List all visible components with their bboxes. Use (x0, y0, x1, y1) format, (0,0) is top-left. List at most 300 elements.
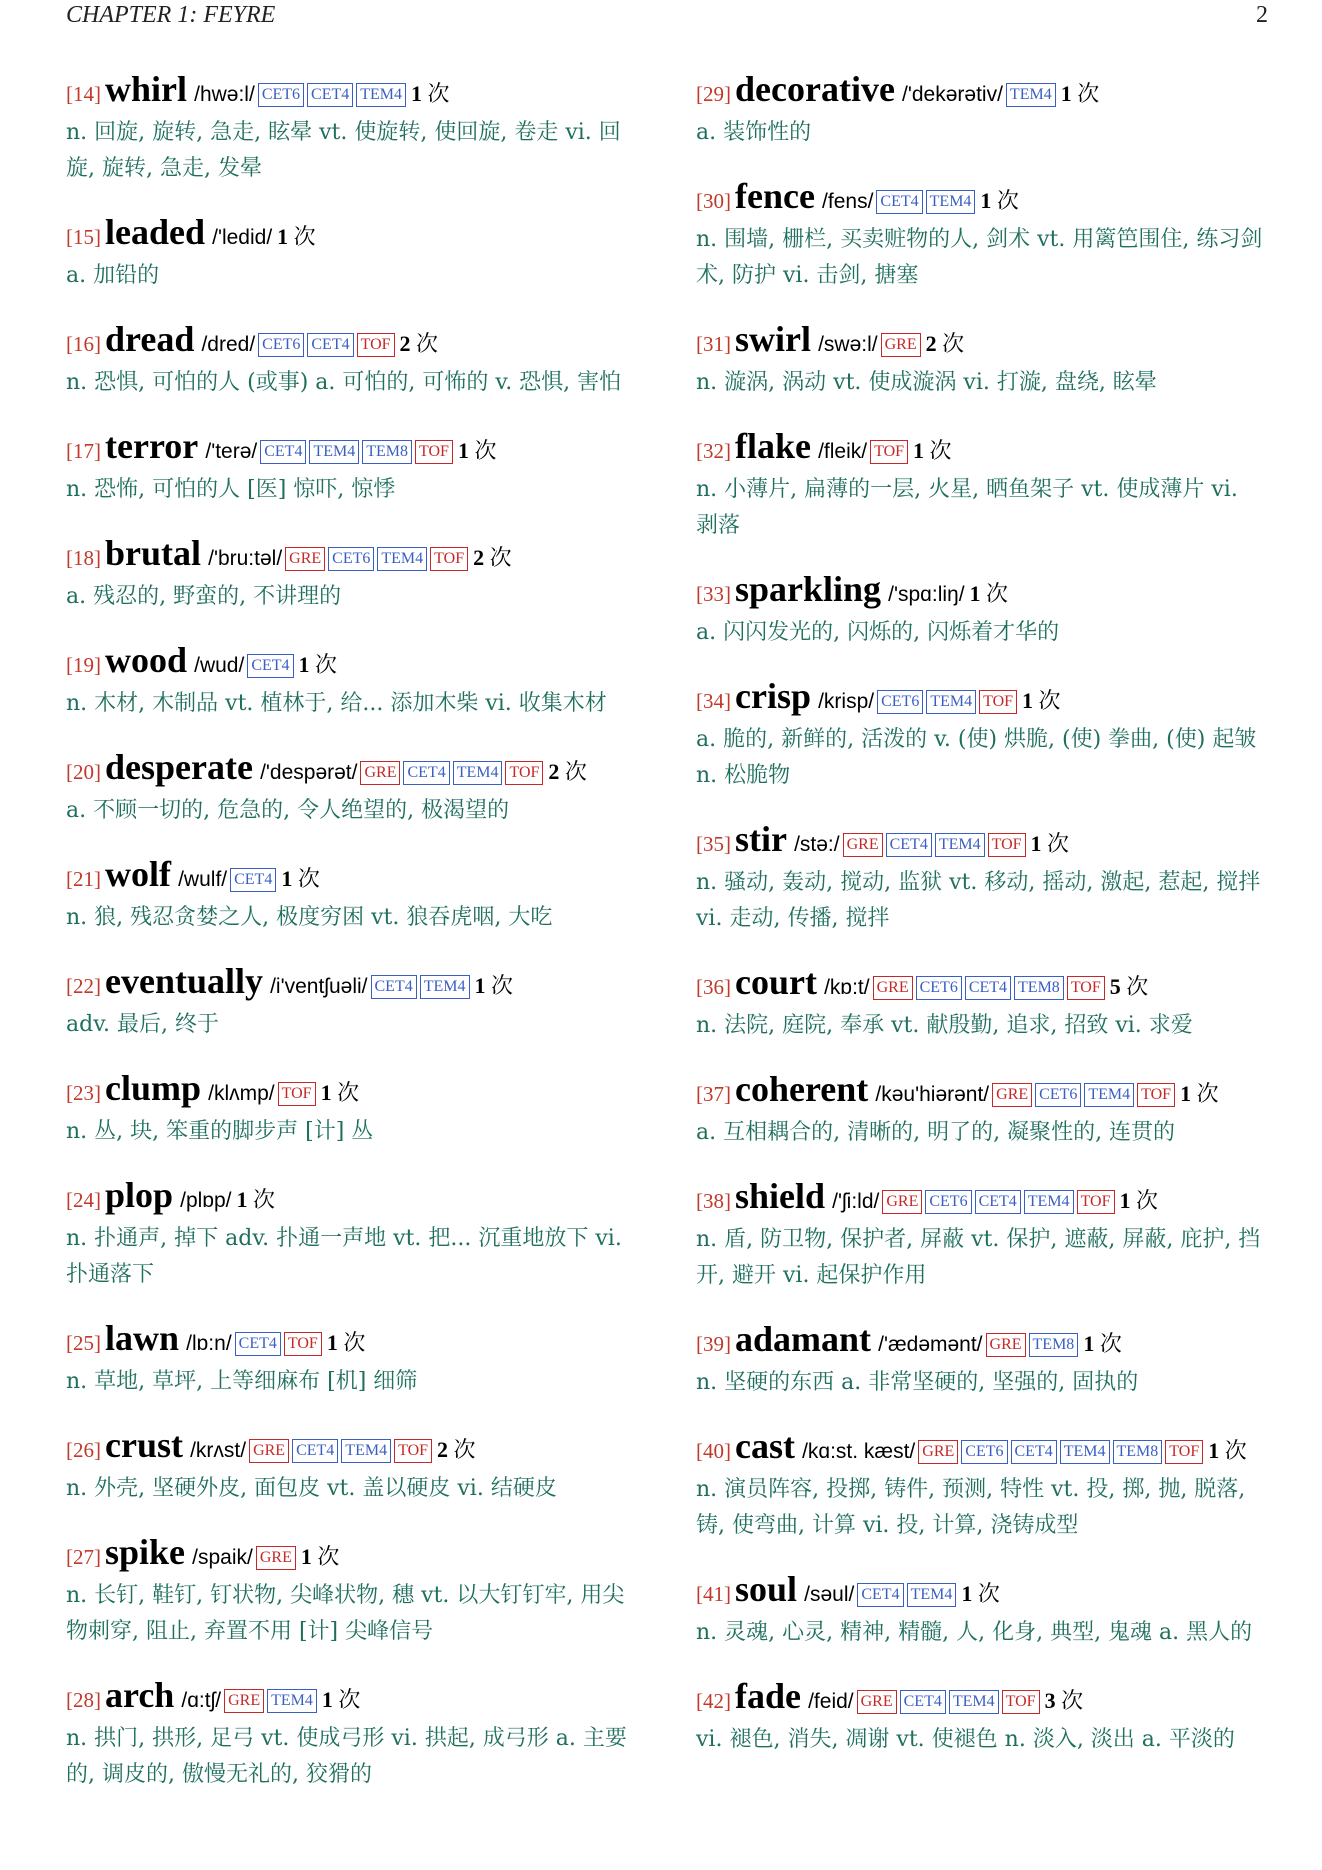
frequency-unit: 次 (416, 331, 439, 356)
frequency-unit: 次 (315, 652, 338, 677)
entry-number: [25] (66, 1331, 101, 1355)
exam-tag: CET4 (260, 440, 306, 464)
pronunciation: /dred/ (201, 333, 256, 356)
frequency-count (1022, 688, 1061, 713)
headword: swirl (735, 319, 811, 359)
headword: whirl (105, 69, 188, 109)
exam-tags (989, 1086, 1175, 1105)
exam-tag: TOF (870, 440, 908, 464)
exam-tag: CET6 (877, 690, 923, 714)
frequency-number: 1 (1030, 831, 1042, 856)
frequency-number: 1 (320, 1080, 332, 1105)
exam-tag: CET6 (961, 1440, 1007, 1464)
pronunciation: /səul/ (804, 1583, 855, 1606)
pronunciation: /swə:l/ (818, 333, 878, 356)
exam-tag: GRE (873, 976, 913, 1000)
entry-headline (696, 1320, 1264, 1365)
entry-number: [20] (66, 760, 101, 784)
entry-headline (66, 962, 634, 1007)
exam-tags (874, 693, 1017, 712)
entry-number: [31] (696, 332, 731, 356)
entry-headline (696, 177, 1264, 222)
frequency-count (411, 81, 450, 106)
headword: court (735, 962, 817, 1002)
headword: arch (105, 1675, 175, 1715)
pronunciation: /kɑ:st. kæst/ (802, 1440, 916, 1463)
entry-headline (66, 1319, 634, 1364)
vocab-entry (66, 70, 634, 187)
entry-number: [41] (696, 1582, 731, 1606)
entry-number: [40] (696, 1439, 731, 1463)
exam-tags (368, 978, 470, 997)
entry-headline (66, 855, 634, 900)
frequency-number: 3 (1044, 1688, 1056, 1713)
exam-tag: TOF (1077, 1190, 1115, 1214)
pronunciation: /i'ventʃuəli/ (270, 975, 368, 998)
entry-headline (66, 320, 634, 365)
entry-number: [22] (66, 974, 101, 998)
frequency-count (437, 1437, 476, 1462)
right-column (696, 70, 1264, 1784)
exam-tag: TEM4 (267, 1689, 317, 1713)
entry-number: [15] (66, 225, 101, 249)
entry-headline (696, 70, 1264, 115)
entry-number: [32] (696, 439, 731, 463)
frequency-unit: 次 (986, 581, 1009, 606)
entry-number: [30] (696, 189, 731, 213)
exam-tag: GRE (843, 833, 883, 857)
frequency-count (301, 1544, 340, 1569)
entry-number: [35] (696, 832, 731, 856)
entry-headline (66, 534, 634, 579)
headword: shield (735, 1176, 826, 1216)
exam-tags (255, 336, 394, 355)
vocab-entry (696, 427, 1264, 544)
headword: brutal (105, 533, 202, 573)
vocab-entry (66, 1676, 634, 1793)
headword: clump (105, 1068, 202, 1108)
exam-tag: CET6 (328, 547, 374, 571)
entry-number: [29] (696, 82, 731, 106)
frequency-unit: 次 (338, 1687, 361, 1712)
pronunciation: /lɒ:n/ (186, 1332, 232, 1355)
frequency-count (1045, 1688, 1084, 1713)
frequency-count (299, 652, 338, 677)
frequency-count (277, 224, 316, 249)
vocab-entry (66, 962, 634, 1043)
exam-tag: TEM4 (453, 761, 503, 785)
vocab-entry (66, 320, 634, 401)
entry-headline (66, 1069, 634, 1114)
frequency-number: 1 (1119, 1188, 1131, 1213)
definition: a. 装饰性的 (696, 120, 812, 145)
exam-tag: CET4 (876, 190, 922, 214)
exam-tag: TOF (1002, 1690, 1040, 1714)
exam-tag: CET6 (916, 976, 962, 1000)
exam-tag: TEM8 (1014, 976, 1064, 1000)
pronunciation: /'ædəmənt/ (878, 1333, 983, 1356)
exam-tag: TEM4 (926, 190, 976, 214)
frequency-count (322, 1687, 361, 1712)
entry-number: [18] (66, 546, 101, 570)
vocab-entry (696, 1570, 1264, 1651)
exam-tag: CET6 (258, 83, 304, 107)
exam-tag: TOF (278, 1082, 316, 1106)
frequency-unit: 次 (1077, 81, 1100, 106)
exam-tag: TEM8 (362, 440, 412, 464)
entry-headline (696, 427, 1264, 472)
definition: n. 围墙, 栅栏, 买卖赃物的人, 剑术 vt. 用篱笆围住, 练习剑术, 防护 vi. 击剑, 搪塞 (696, 227, 1263, 288)
frequency-unit: 次 (453, 1437, 476, 1462)
vocab-entry (66, 641, 634, 722)
pronunciation: /'terə/ (205, 440, 258, 463)
vocab-entry (696, 320, 1264, 401)
frequency-count (1110, 974, 1149, 999)
exam-tag: TOF (988, 833, 1026, 857)
vocab-entry (66, 427, 634, 508)
frequency-number: 1 (326, 1330, 338, 1355)
exam-tag: TEM4 (309, 440, 359, 464)
vocab-entry (696, 570, 1264, 651)
exam-tag: GRE (881, 333, 921, 357)
entry-headline (66, 427, 634, 472)
entry-number: [37] (696, 1082, 731, 1106)
headword: spike (105, 1532, 186, 1572)
exam-tag: TOF (1137, 1083, 1175, 1107)
frequency-count (961, 1581, 1000, 1606)
exam-tag: CET4 (235, 1332, 281, 1356)
exam-tags (867, 443, 908, 462)
frequency-unit: 次 (1224, 1438, 1247, 1463)
frequency-count (458, 438, 497, 463)
exam-tag: TOF (1165, 1440, 1203, 1464)
exam-tag: GRE (857, 1690, 897, 1714)
exam-tag: TOF (1067, 976, 1105, 1000)
pronunciation: /krʌst/ (190, 1439, 247, 1462)
exam-tag: GRE (285, 547, 325, 571)
exam-tags (221, 1692, 317, 1711)
vocab-entry (696, 820, 1264, 937)
entry-headline (696, 677, 1264, 722)
frequency-count (970, 581, 1009, 606)
headword: dread (105, 319, 195, 359)
exam-tag: CET4 (403, 761, 449, 785)
entry-headline (66, 1426, 634, 1471)
definition: n. 恐惧, 可怕的人 (或事) a. 可怕的, 可怖的 v. 恐惧, 害怕 (66, 370, 622, 395)
vocab-entry (696, 1320, 1264, 1401)
headword: decorative (735, 69, 895, 109)
pronunciation: /feid/ (808, 1690, 854, 1713)
exam-tag: TEM8 (1113, 1440, 1163, 1464)
frequency-unit: 次 (564, 759, 587, 784)
headword: wood (105, 640, 188, 680)
entry-number: [19] (66, 653, 101, 677)
exam-tags (840, 836, 1026, 855)
frequency-unit: 次 (427, 81, 450, 106)
pronunciation: /fens/ (822, 190, 874, 213)
exam-tag: TEM8 (1029, 1333, 1079, 1357)
frequency-unit: 次 (337, 1080, 360, 1105)
page-number: 2 (1256, 2, 1268, 28)
entry-number: [24] (66, 1188, 101, 1212)
frequency-unit: 次 (253, 1187, 276, 1212)
frequency-unit: 次 (474, 438, 497, 463)
definition: n. 木材, 木制品 vt. 植林于, 给... 添加木柴 vi. 收集木材 (66, 691, 607, 716)
entry-number: [26] (66, 1438, 101, 1462)
vocab-entry (696, 1070, 1264, 1151)
entry-headline (696, 1427, 1264, 1472)
frequency-number: 1 (961, 1581, 973, 1606)
exam-tags (275, 1085, 316, 1104)
exam-tags (282, 550, 468, 569)
definition: a. 残忍的, 野蛮的, 不讲理的 (66, 584, 342, 609)
headword: flake (735, 426, 811, 466)
exam-tags (255, 86, 406, 105)
exam-tag: GRE (249, 1439, 289, 1463)
frequency-number: 1 (277, 224, 289, 249)
entry-headline (66, 1533, 634, 1578)
pronunciation: /spaik/ (192, 1546, 253, 1569)
definition: n. 盾, 防卫物, 保护者, 屏蔽 vt. 保护, 遮蔽, 屏蔽, 庇护, 挡开, 避开 vi. 起保护作用 (696, 1227, 1261, 1288)
pronunciation: /wulf/ (178, 868, 228, 891)
definition: a. 脆的, 新鲜的, 活泼的 v. (使) 烘脆, (使) 拳曲, (使) 起皱 n. 松脆物 (696, 727, 1257, 788)
exam-tags (257, 443, 453, 462)
exam-tags (357, 764, 543, 783)
exam-tags (878, 336, 921, 355)
vocab-entry (66, 1319, 634, 1400)
entry-headline (696, 820, 1264, 865)
definition: n. 漩涡, 涡动 vt. 使成漩涡 vi. 打漩, 盘绕, 眩晕 (696, 370, 1157, 395)
exam-tags (854, 1693, 1040, 1712)
definition: n. 狼, 残忍贪婪之人, 极度穷困 vt. 狼吞虎咽, 大吃 (66, 905, 553, 930)
exam-tags (246, 1442, 432, 1461)
frequency-count (1180, 1081, 1219, 1106)
definition: n. 拱门, 拱形, 足弓 vt. 使成弓形 vi. 拱起, 成弓形 a. 主要的, 调皮的, 傲慢无礼的, 狡猾的 (66, 1726, 627, 1787)
frequency-number: 2 (437, 1437, 449, 1462)
frequency-number: 1 (980, 188, 992, 213)
headword: crisp (735, 676, 811, 716)
exam-tag: GRE (992, 1083, 1032, 1107)
exam-tag: TEM4 (356, 83, 406, 107)
frequency-count (321, 1080, 360, 1105)
frequency-count (980, 188, 1019, 213)
exam-tag: TEM4 (1006, 83, 1056, 107)
vocab-entry (696, 1177, 1264, 1294)
entry-number: [14] (66, 82, 101, 106)
vocab-entry (696, 677, 1264, 794)
frequency-unit: 次 (1196, 1081, 1219, 1106)
exam-tag: GRE (224, 1689, 264, 1713)
frequency-unit: 次 (489, 545, 512, 570)
definition: n. 恐怖, 可怕的人 [医] 惊吓, 惊悸 (66, 477, 396, 502)
exam-tag: CET4 (886, 833, 932, 857)
entry-headline (696, 570, 1264, 615)
vocab-entry (696, 963, 1264, 1044)
pronunciation: /'bru:təl/ (208, 547, 283, 570)
frequency-unit: 次 (1061, 1688, 1084, 1713)
entry-number: [34] (696, 689, 731, 713)
headword: sparkling (735, 569, 882, 609)
frequency-number: 1 (411, 81, 423, 106)
definition: n. 丛, 块, 笨重的脚步声 [计] 丛 (66, 1119, 374, 1144)
frequency-count (237, 1187, 276, 1212)
definition: n. 骚动, 轰动, 搅动, 监狱 vt. 移动, 摇动, 激起, 惹起, 搅拌 vi. 走动, 传播, 搅拌 (696, 870, 1261, 931)
entry-headline (696, 1570, 1264, 1615)
pronunciation: /'ledid/ (212, 226, 273, 249)
entry-headline (696, 963, 1264, 1008)
frequency-number: 1 (969, 581, 981, 606)
definition: n. 灵魂, 心灵, 精神, 精髓, 人, 化身, 典型, 鬼魂 a. 黑人的 (696, 1620, 1253, 1645)
headword: fade (735, 1676, 801, 1716)
frequency-unit: 次 (977, 1581, 1000, 1606)
exam-tag: TOF (357, 333, 395, 357)
exam-tag: CET4 (371, 975, 417, 999)
vocab-entry (66, 1176, 634, 1293)
exam-tag: GRE (918, 1440, 958, 1464)
pronunciation: /klʌmp/ (208, 1082, 275, 1105)
definition: n. 坚硬的东西 a. 非常坚硬的, 坚强的, 固执的 (696, 1370, 1139, 1395)
frequency-unit: 次 (343, 1330, 366, 1355)
frequency-count (327, 1330, 366, 1355)
vocab-entry (66, 1069, 634, 1150)
headword: lawn (105, 1318, 180, 1358)
exam-tags (879, 1193, 1114, 1212)
headword: fence (735, 176, 815, 216)
exam-tags (983, 1336, 1079, 1355)
frequency-count (926, 331, 965, 356)
frequency-unit: 次 (1099, 1331, 1122, 1356)
headword: stir (735, 819, 787, 859)
entry-headline (66, 641, 634, 686)
frequency-count (281, 866, 320, 891)
frequency-count (473, 545, 512, 570)
pronunciation: /'ʃi:ld/ (832, 1190, 880, 1213)
pronunciation: /hwə:l/ (194, 83, 255, 106)
frequency-number: 1 (236, 1187, 248, 1212)
headword: plop (105, 1175, 174, 1215)
exam-tag: CET6 (925, 1190, 971, 1214)
entry-headline (696, 1177, 1264, 1222)
exam-tag: TEM4 (1024, 1190, 1074, 1214)
exam-tag: CET6 (258, 333, 304, 357)
exam-tag: TEM4 (377, 547, 427, 571)
vocab-entry (66, 748, 634, 829)
exam-tag: CET4 (307, 83, 353, 107)
vocab-entry (66, 1426, 634, 1507)
pronunciation: /fleik/ (818, 440, 868, 463)
definition: n. 外壳, 坚硬外皮, 面包皮 vt. 盖以硬皮 vi. 结硬皮 (66, 1476, 557, 1501)
vocab-entry (696, 1677, 1264, 1758)
exam-tag: GRE (256, 1546, 296, 1570)
pronunciation: /'dekərətiv/ (902, 83, 1003, 106)
exam-tag: CET4 (230, 868, 276, 892)
frequency-number: 2 (925, 331, 937, 356)
exam-tag: CET4 (975, 1190, 1021, 1214)
entry-number: [42] (696, 1689, 731, 1713)
headword: coherent (735, 1069, 869, 1109)
entry-headline (66, 213, 634, 258)
headword: desperate (105, 747, 253, 787)
frequency-number: 1 (1060, 81, 1072, 106)
pronunciation: /krisp/ (818, 690, 875, 713)
definition: a. 互相耦合的, 清晰的, 明了的, 凝聚性的, 连贯的 (696, 1120, 1176, 1145)
headword: crust (105, 1425, 183, 1465)
entry-number: [16] (66, 332, 101, 356)
definition: adv. 最后, 终于 (66, 1012, 219, 1037)
definition: n. 小薄片, 扁薄的一层, 火星, 晒鱼架子 vt. 使成薄片 vi. 剥落 (696, 477, 1238, 538)
definition: n. 扑通声, 掉下 adv. 扑通一声地 vt. 把... 沉重地放下 vi. 扑通落下 (66, 1226, 622, 1287)
exam-tag: CET4 (1011, 1440, 1057, 1464)
frequency-number: 2 (473, 545, 485, 570)
exam-tag: TOF (505, 761, 543, 785)
definition: a. 加铅的 (66, 263, 160, 288)
exam-tag: TOF (979, 690, 1017, 714)
frequency-count (1208, 1438, 1247, 1463)
vocab-entry (66, 213, 634, 294)
frequency-number: 1 (1208, 1438, 1220, 1463)
exam-tag: TEM4 (949, 1690, 999, 1714)
frequency-number: 1 (321, 1687, 333, 1712)
exam-tag: TOF (284, 1332, 322, 1356)
exam-tags (253, 1549, 296, 1568)
exam-tag: CET4 (857, 1583, 903, 1607)
pronunciation: /stə:/ (794, 833, 840, 856)
headword: cast (735, 1426, 795, 1466)
exam-tag: CET4 (900, 1690, 946, 1714)
pronunciation: /ɑ:tʃ/ (181, 1689, 222, 1712)
vocab-entry (696, 1427, 1264, 1544)
headword: terror (105, 426, 199, 466)
entry-headline (696, 320, 1264, 365)
running-header (66, 2, 1268, 29)
exam-tag: TOF (415, 440, 453, 464)
frequency-unit: 次 (1136, 1188, 1159, 1213)
frequency-unit: 次 (996, 188, 1019, 213)
definition: a. 不顾一切的, 危急的, 令人绝望的, 极渴望的 (66, 798, 510, 823)
frequency-number: 1 (1180, 1081, 1192, 1106)
frequency-count (1120, 1188, 1159, 1213)
frequency-number: 1 (457, 438, 469, 463)
pronunciation: /'spɑ:liŋ/ (888, 583, 965, 606)
frequency-count (1031, 831, 1070, 856)
exam-tags (870, 979, 1105, 998)
frequency-number: 1 (1083, 1331, 1095, 1356)
frequency-number: 1 (300, 1544, 312, 1569)
frequency-count (475, 973, 514, 998)
frequency-unit: 次 (317, 1544, 340, 1569)
frequency-count (1061, 81, 1100, 106)
exam-tag: TEM4 (926, 690, 976, 714)
headword: soul (735, 1569, 798, 1609)
headword: wolf (105, 854, 171, 894)
entry-number: [17] (66, 439, 101, 463)
exam-tag: TEM4 (1060, 1440, 1110, 1464)
vocab-entry (66, 534, 634, 615)
entry-number: [21] (66, 867, 101, 891)
frequency-number: 1 (1022, 688, 1034, 713)
entry-number: [33] (696, 582, 731, 606)
entry-number: [28] (66, 1688, 101, 1712)
exam-tags (873, 193, 975, 212)
left-column (66, 70, 634, 1819)
entry-headline (66, 1176, 634, 1221)
definition: n. 长钉, 鞋钉, 钉状物, 尖峰状物, 穗 vt. 以大钉钉牢, 用尖物刺穿, 阻止, 弃置不用 [计] 尖峰信号 (66, 1583, 625, 1644)
entry-number: [39] (696, 1332, 731, 1356)
frequency-number: 2 (548, 759, 560, 784)
headword: leaded (105, 212, 206, 252)
exam-tag: TOF (430, 547, 468, 571)
pronunciation: /kɒ:t/ (824, 976, 870, 999)
